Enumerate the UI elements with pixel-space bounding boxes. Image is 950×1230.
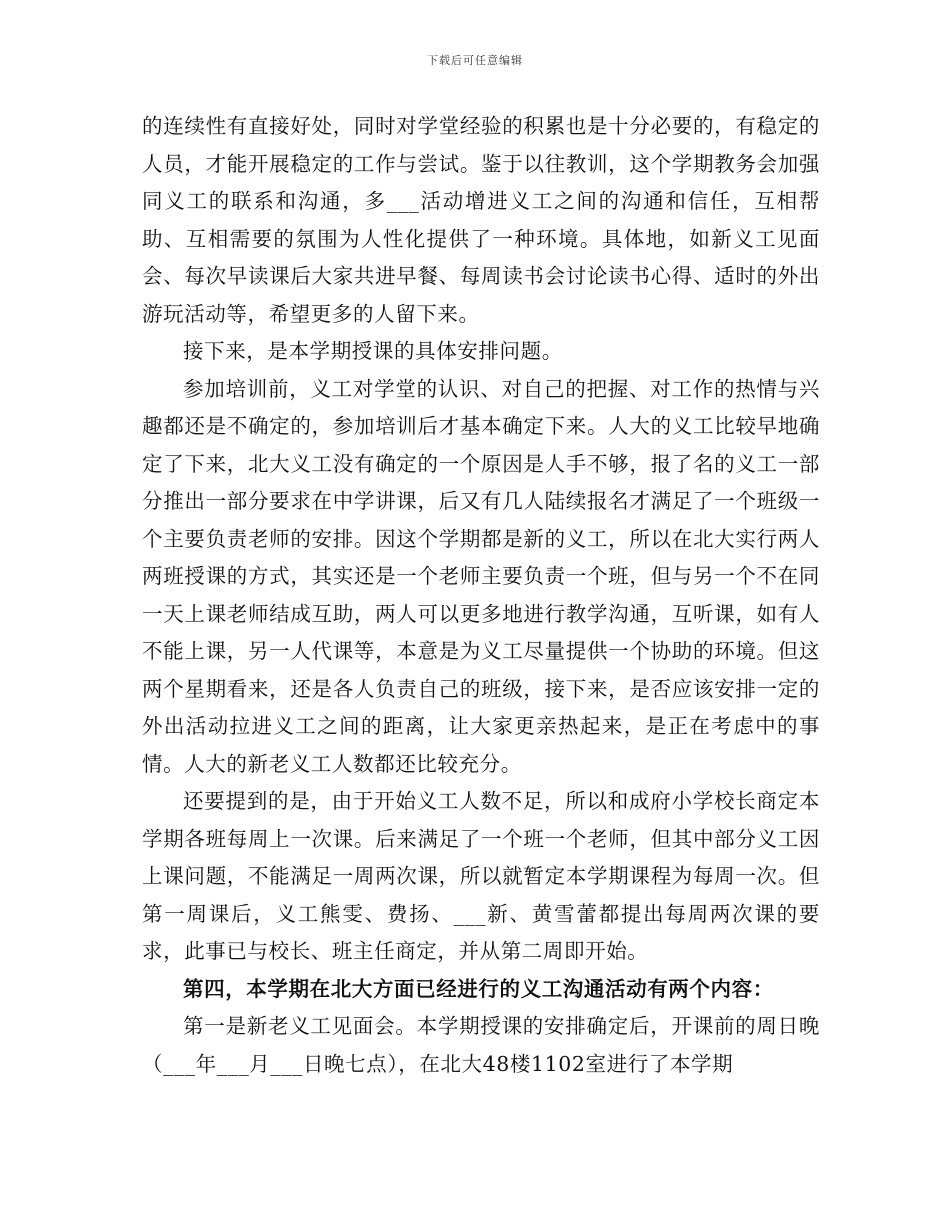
paragraph-schedule-intro: 接下来，是本学期授课的具体安排问题。 <box>183 339 563 363</box>
paragraph-class-frequency: 还要提到的是，由于开始义工人数不足，所以和成府小学校长商定本学期各班每周上一次课。后来满足了一个班一个老师，但其中部分义工因上课问题，不能满足一周两次课，所以就暂定本学期课程为每周一次。但第一周课后，义工熊雯、费扬、___新、黄雪蕾都提出每周两次课的要求，此事已与校长、班主任商定，并从第二周即开始。 <box>142 789 820 963</box>
paragraph-meeting: 第一是新老义工见面会。本学期授课的安排确定后，开课前的周日晚（___年___月___日晚七点），在北大48楼1102室进行了本学期 <box>142 1014 820 1076</box>
section-heading-fourth: 第四，本学期在北大方面已经进行的义工沟通活动有两个内容： <box>183 976 774 1001</box>
paragraph-training: 参加培训前，义工对学堂的认识、对自己的把握、对工作的热情与兴趣都还是不确定的，参加培训后才基本确定下来。人大的义工比较早地确定了下来，北大义工没有确定的一个原因是人手不够，报了名的义工一部分推出一部分要求在中学讲课，后又有几人陆续报名才满足了一个班级一个主要负责老师的安排。因这个学期都是新的义工，所以在北大实行两人两班授课的方式，其实还是一个老师主要负责一个班，但与另一个不在同一天上课老师结成互助，两人可以更多地进行教学沟通，互听课，如有人不能上课，另一人代课等，本意是为义工尽量提供一个协助的环境。但这两个星期看来，还是各人负责自己的班级，接下来，是否应该安排一定的外出活动拉进义工之间的距离，让大家更亲热起来，是正在考虑中的事情。人大的新老义工人数都还比较充分。 <box>142 376 820 776</box>
page-header: 下载后可任意编辑 <box>427 54 523 67</box>
paragraph-continuation: 的连续性有直接好处，同时对学堂经验的积累也是十分必要的，有稳定的人员，才能开展稳定的工作与尝试。鉴于以往教训，这个学期教务会加强同义工的联系和沟通，多___活动增进义工之间的沟通和信任，互相帮助、互相需要的氛围为人性化提供了一种环境。具体地，如新义工见面会、每次早读课后大家共进早餐、每周读书会讨论读书心得、适时的外出游玩活动等，希望更多的人留下来。 <box>142 114 820 326</box>
document-body <box>142 108 820 1083</box>
